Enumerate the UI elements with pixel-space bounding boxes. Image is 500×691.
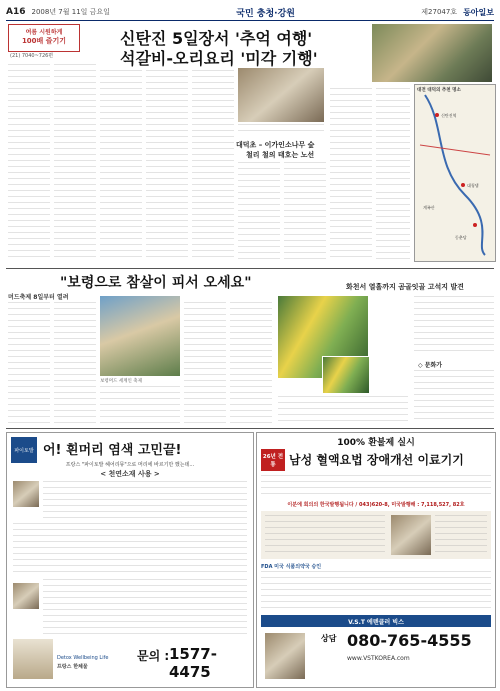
story1-col-8 — [330, 88, 372, 262]
story1-col-4 — [146, 70, 188, 262]
map-marker-3 — [473, 223, 477, 227]
subhead-1: 대덕초 – 이가인소나무 숲 — [236, 141, 315, 149]
ad2-phone-label: 상담 — [321, 634, 337, 643]
mud-photo-caption: 보령머드 세계인 축제 — [100, 379, 142, 384]
series-kicker-2: 100배 즐기기 — [21, 37, 67, 45]
story1-col-7 — [284, 162, 326, 262]
map-marker-1 — [435, 113, 439, 117]
ad2-info-text — [265, 515, 385, 555]
issue-number: 제27047호 — [421, 8, 458, 16]
ad2-title: 남성 혈액요법 장애개선 이료기기 — [289, 453, 464, 467]
river-line — [425, 95, 485, 255]
ad2-info-text-2 — [435, 515, 487, 555]
ad1-bottle-image — [13, 639, 53, 679]
story1-col-3 — [100, 70, 142, 262]
market-photo — [238, 68, 324, 122]
ad1-product-photo — [13, 481, 39, 507]
page-number: A16 — [6, 7, 26, 17]
issue-date: 2008년 7월 11일 금요일 — [31, 8, 110, 16]
story1-col-1 — [8, 64, 50, 262]
food-photo — [372, 24, 492, 82]
series-kicker: 여름 시원하게 — [25, 29, 63, 36]
story2-col-1 — [8, 302, 50, 424]
ad2-store-bar: V.S.T 에텐클러 빅스 — [261, 615, 491, 627]
headline-story-2: "보령으로 참살이 피서 오세요" — [60, 275, 252, 291]
page-header — [6, 4, 494, 21]
area-map — [414, 84, 496, 262]
photo-story-text — [414, 296, 494, 356]
map-label-2: 대청댐 — [467, 183, 479, 188]
hair-dye-ad — [6, 432, 254, 688]
ad1-text-3 — [43, 579, 247, 635]
road-line — [420, 145, 490, 155]
ad1-subtitle-2: < 천연소재 사용 > — [100, 470, 160, 478]
map-marker-2 — [461, 183, 465, 187]
ad1-phone-label: 문의 : — [137, 649, 170, 663]
ad1-phone: 1577-4475 — [169, 645, 217, 681]
culture-listing — [414, 370, 494, 424]
divider-1 — [6, 268, 494, 269]
series-number: (21) 7040~726편 — [10, 53, 54, 59]
ad1-product-photo-2 — [13, 583, 39, 609]
ad1-subtitle: 프랑스 "파이토발 헤어리뮤"으로 머리에 바르기만 했는데... — [65, 462, 195, 468]
ad1-text-2 — [13, 523, 247, 573]
ad2-info-line: 이분에 회의의 한국발행됩니다 / 043)620-8, 미국발행해 : 7,118,527, 82호 — [287, 502, 465, 508]
story1-col-6 — [238, 162, 280, 262]
section-title: 국민 충청·강원 — [236, 8, 295, 19]
series-kicker-box — [8, 24, 80, 52]
ad1-title: 어! 흰머리 염색 고민끝! — [43, 443, 182, 458]
ad2-phone: 080-765-4555 — [347, 631, 472, 650]
story1-col-5 — [192, 70, 234, 262]
ad2-website: www.VSTKOREA.com — [347, 655, 410, 662]
map-label-4: 동춘당 — [455, 235, 467, 240]
story2-col-2 — [54, 302, 96, 424]
ad2-device-photo — [391, 515, 431, 555]
newspaper-logo: 동아일보 — [463, 7, 494, 17]
story2-col-3 — [100, 386, 180, 424]
story2-sub: 머드축제 8일부터 열려 — [8, 294, 69, 301]
ad2-badge: 26년 전통 — [261, 449, 285, 471]
photo-story-headline: 화천서 열흘까지 곰골잇골 고석지 발견 — [346, 283, 464, 291]
mud-festival-photo — [100, 296, 180, 376]
map-title: 대전 대덕의 추천 명소 — [417, 88, 461, 93]
ad2-cert: FDA 미국 식품의약국 승인 — [261, 564, 322, 570]
ad2-text-2 — [261, 571, 491, 611]
ad1-footer-2: 프랑스 한체물 — [57, 664, 88, 670]
ad2-info-panel — [261, 511, 491, 559]
subhead-2: 철리 철의 태호는 노선 — [246, 151, 315, 159]
story1-col-2 — [54, 64, 96, 262]
headline-1: 신탄진 5일장서 '추억 여행' — [120, 29, 313, 48]
divider-2 — [6, 428, 494, 429]
medical-device-ad — [256, 432, 496, 688]
ad1-brand-badge: 파이토발 — [11, 437, 37, 463]
map-label-3: 계족산 — [423, 205, 435, 210]
ad2-text-1 — [261, 475, 491, 499]
ad2-product-image — [265, 633, 305, 679]
ad1-text-1 — [43, 481, 247, 521]
headline-2: 석갈비-오리요리 '미각 기행' — [120, 49, 318, 68]
ad1-footer: Detox Wellbeing Life — [57, 655, 109, 661]
map-caption — [376, 192, 410, 262]
map-label-1: 신탄진역 — [441, 113, 457, 118]
sunflower-photo-2 — [322, 356, 370, 394]
culture-header: ◇ 문화가 — [418, 362, 443, 369]
story2-col-4 — [184, 302, 226, 424]
ad2-top-line: 100% 환불제 실시 — [337, 438, 415, 448]
photo-story-caption — [278, 396, 408, 424]
story1-col-9 — [376, 88, 410, 188]
story2-col-5 — [230, 302, 272, 424]
market-photo-caption — [238, 124, 324, 136]
